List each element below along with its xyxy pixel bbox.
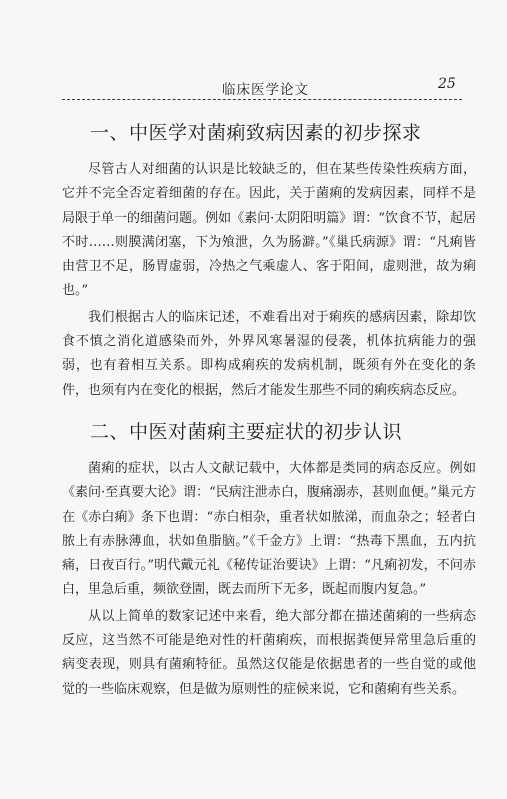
running-header xyxy=(0,78,507,100)
header-title: 临床医学论文 xyxy=(222,82,309,98)
section-1-paragraph-1: 尽管古人对细菌的认识是比较缺乏的，但在某些传染性疾病方面，它并不完全否定着细菌的存在。因此，关于菌痢的发病因素，同样不是局限于单一的细菌问题。例如《素问·太阴阳明篇》谓：“饮食不节，起居不时……则膜满闭塞，下为飧泄，久为肠澼。”《巢氏病源》谓：“凡痢皆由营卫不足，肠胃虚弱，冷热之气乘虚人、客于阳间，虚则泄，故为痢也。” xyxy=(62,162,476,299)
section-2-paragraph-1: 菌痢的症状，以古人文献记载中，大体都是类同的病态反应。例如《素问·至真要大论》谓：“民病注泄赤白，腹痛溺赤，甚则血便。”巢元方在《赤白痢》条下也谓：“赤白相杂，重者状如脓涕，而血杂之；轻者白脓上有赤脉薄血，状如鱼脂脑。”《千金方》上谓：“热毒下黑血，五内抗痛，日夜百行。”明代戴元礼《秘传证治要诀》上谓：“凡痢初发，不问赤白，里急后重，频欲登圊，既去而所下无多，既起而腹内复急。” xyxy=(62,460,476,598)
page-number: 25 xyxy=(438,76,456,92)
section-2-title: 二、中医对菌痢主要症状的初步认识 xyxy=(90,420,403,443)
section-2-paragraph-2: 从以上简单的数家记述中来看，绝大部分都在描述菌痢的一些病态反应，这当然不可能是绝对性的杆菌痢疾，而根据粪便异常里急后重的病变表现，则具有菌痢特征。虽然这仅能是依据患者的一些自觉的或他觉的一些临床观察，但是做为原则性的症候来说，它和菌痢有些关系。 xyxy=(62,608,476,697)
header-rule xyxy=(62,99,462,100)
section-1-paragraph-2: 我们根据古人的临床记述，不难看出对于痢疾的感病因素，除却饮食不慎之消化道感染而外，外界风寒暑湿的侵袭，机体抗病能力的强弱，也有着相互关系。即构成痢疾的发病机制，既须有外在变化的条件，也须有内在变化的根据，然后才能发生那些不同的痢疾病态反应。 xyxy=(62,309,476,398)
section-1-title: 一、中医学对菌痢致病因素的初步探求 xyxy=(90,122,422,144)
article-body xyxy=(62,118,476,702)
